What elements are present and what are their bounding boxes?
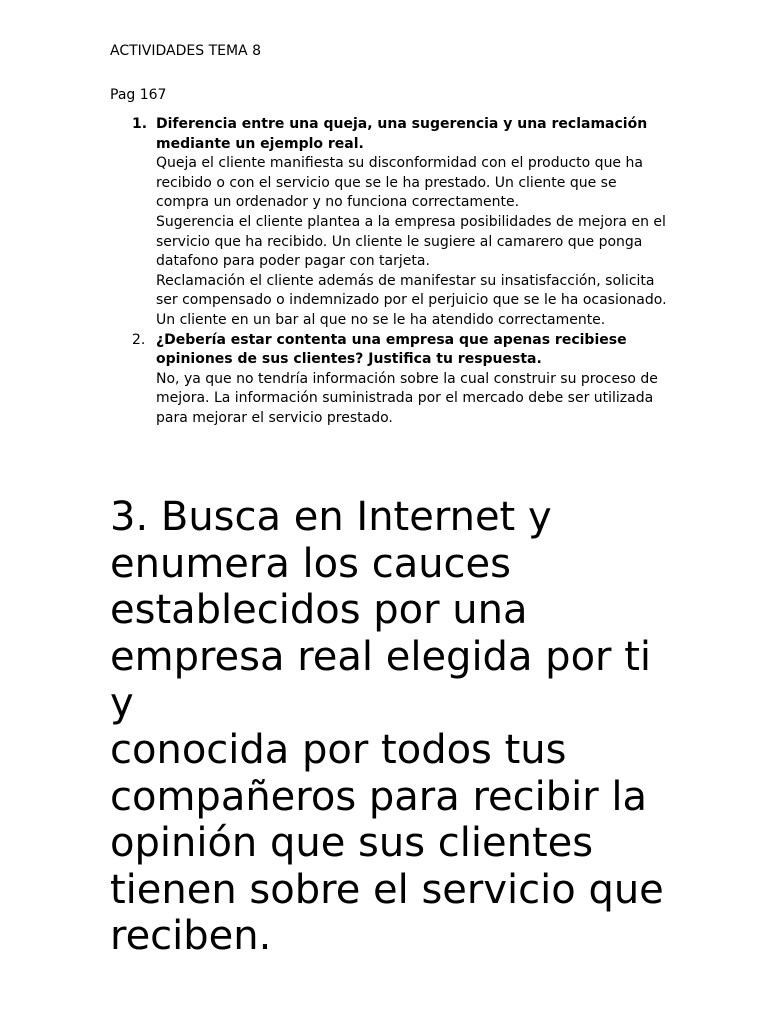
answer-paragraph-sugerencia: Sugerencia el cliente plantea a la empresa posibilidades de mejora en el servicio que ha recibido. Un cliente le sugiere al camarero que ponga datafono para poder pagar con tarjeta. (156, 213, 666, 270)
answer-paragraph: No, ya que no tendría información sobre la cual construir su proceso de mejora. La información suministrada por el mercado debe ser utilizada para mejorar el servicio prestado. (156, 370, 658, 426)
answer-block (156, 370, 670, 429)
question-text: Diferencia entre una queja, una sugerencia y una reclamación mediante un ejemplo real. (156, 116, 648, 152)
question-text: ¿Debería estar contenta una empresa que apenas recibiese opiniones de sus clientes? Justifica tu respuesta. (156, 331, 627, 368)
question-item-1 (110, 115, 670, 331)
answer-paragraph-queja: Queja el cliente manifiesta su disconformidad con el producto que ha recibido o con el servicio que se le ha prestado. Un cliente que se compra un ordenador y no funciona correctamente. (156, 155, 643, 211)
questions-list (110, 115, 670, 429)
page-reference: Pag 167 (110, 87, 167, 103)
question-3-heading: 3. Busca en Internet y enumera los cauces establecidos por una empresa real elegida por ti y conocida por todos tus compañeros para recibir la opinión que sus clientes tienen sobre el servicio que reciben. (110, 494, 664, 960)
document-title: ACTIVIDADES TEMA 8 (110, 43, 261, 59)
question-item-2 (110, 331, 670, 429)
question-number: 1. (132, 116, 148, 132)
question-number: 2. (132, 331, 146, 348)
answer-block (156, 154, 670, 330)
answer-paragraph-reclamacion: Reclamación el cliente además de manifestar su insatisfacción, solicita ser compensado o indemnizado por el perjuicio que se le ha ocasionado. Un cliente en un bar al que no se le ha atendido correctamente. (156, 272, 667, 328)
